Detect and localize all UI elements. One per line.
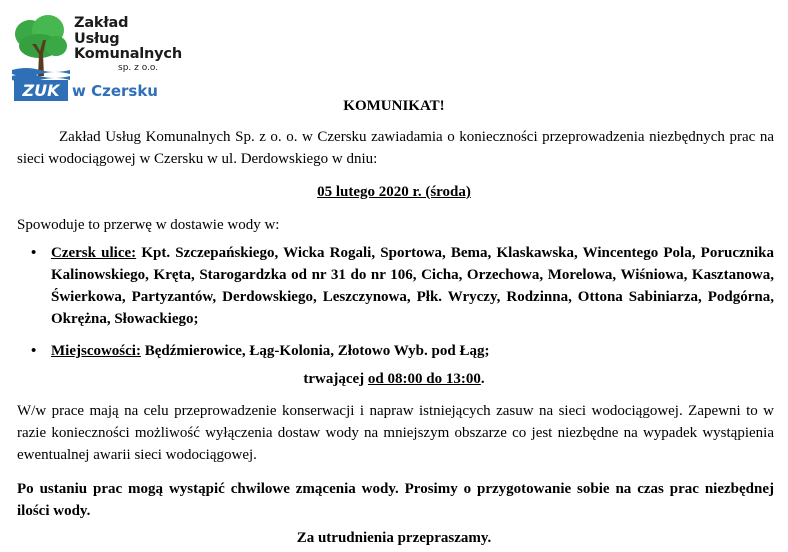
- duration-time: od 08:00 do 13:00: [367, 371, 481, 387]
- list-item-label: Miejscowości:: [51, 343, 141, 359]
- warning-paragraph: Po ustaniu prac mogą wystąpić chwilowe zmącenia wody. Prosimy o przygotowanie sobie na czas prac niezbędnej ilości wody.: [17, 481, 774, 519]
- logo-wordmark: [74, 16, 182, 73]
- duration-line: [0, 371, 788, 388]
- list-item-text: Kpt. Szczepańskiego, Wicka Rogali, Sportowa, Bema, Klaskawska, Wincentego Pola, Porucznika Kalinowskiego, Kręta, Starogardzka od nr 31 do nr 106, Cicha, Orzechowa, Morelowa, Wiśniowa, Kasztanowa, Świerkowa, Partyzantów, Derdowskiego, Leszczynowa, Płk. Wryczy, Rodzinna, Ottona Sabiniarza, Podgórna, Okrężna, Słowackiego;: [51, 245, 774, 327]
- logo-town: w Czersku: [72, 82, 158, 100]
- logo-legal-form: sp. z o.o.: [118, 62, 159, 73]
- list-item-text: Będźmierowice, Łąg-Kolonia, Złotowo Wyb. pod Łąg;: [144, 343, 490, 359]
- logo-line-3: Komunalnych: [74, 46, 182, 62]
- logo-badge: ZUK: [14, 80, 68, 101]
- company-logo: [12, 14, 202, 106]
- bullet-icon: •: [31, 245, 37, 261]
- intro-paragraph: Zakład Usług Komunalnych Sp. z o. o. w Czersku zawiadamia o konieczności przeprowadzenia niezbędnych prac na sieci wodociągowej w Czersku w ul. Derdowskiego w dniu:: [17, 129, 774, 167]
- apology-line: Za utrudnienia przepraszamy.: [296, 530, 492, 546]
- tree-icon: [12, 14, 70, 84]
- list-item: [31, 340, 774, 362]
- bullet-icon: •: [31, 343, 37, 359]
- break-intro: Spowoduje to przerwę w dostawie wody w:: [17, 217, 280, 233]
- duration-prefix: trwającej: [303, 371, 365, 387]
- logo-line-2: Usług: [74, 30, 120, 47]
- logo-line-1: Zakład: [74, 15, 129, 31]
- notice-title: KOMUNIKAT!: [343, 98, 445, 114]
- purpose-paragraph: W/w prace mają na celu przeprowadzenie konserwacji i napraw istniejących zasuw na sieci wodociągowej. Zapewni to w razie konieczności możliwość wyłączenia dostaw wody na mniejszym obszarze co jest niezbędne na wypadek wystąpienia ewentualnej awarii sieci wodociągowej.: [17, 403, 774, 463]
- duration-suffix: .: [480, 371, 485, 387]
- work-date: 05 lutego 2020 r. (środa): [317, 184, 471, 200]
- affected-areas-list: [17, 242, 774, 362]
- list-item: [31, 242, 774, 330]
- list-item-label: Czersk ulice:: [51, 245, 137, 261]
